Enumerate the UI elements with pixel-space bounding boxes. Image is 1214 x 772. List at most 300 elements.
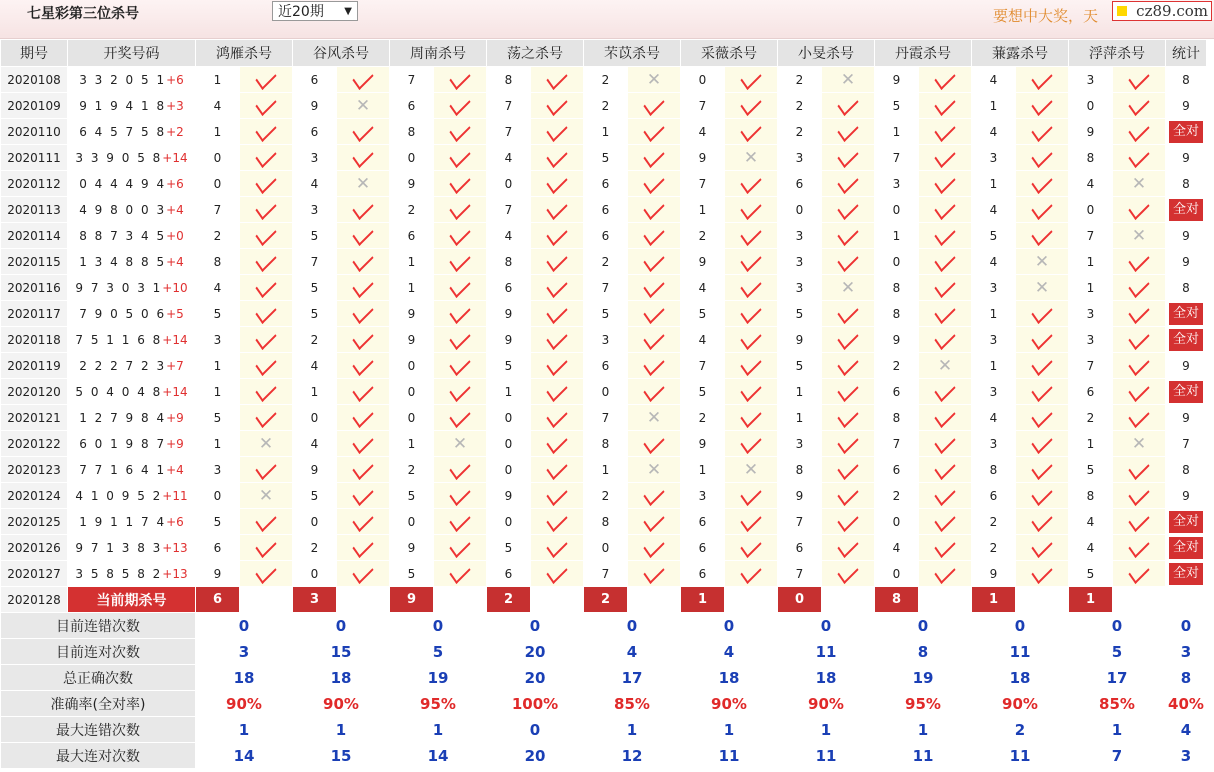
result-cell bbox=[434, 171, 487, 197]
stat-cell bbox=[1166, 509, 1207, 535]
check-icon bbox=[546, 405, 567, 428]
check-icon bbox=[740, 301, 761, 324]
check-icon bbox=[837, 379, 858, 402]
draw-numbers-cell bbox=[68, 431, 196, 457]
col-header-expert[interactable]: 谷风杀号 bbox=[293, 40, 390, 67]
check-icon bbox=[1128, 197, 1149, 220]
draw-extra: +14 bbox=[162, 384, 188, 399]
check-icon bbox=[837, 483, 858, 506]
check-icon bbox=[643, 119, 664, 142]
result-cell bbox=[1016, 561, 1069, 587]
kill-number-cell: 2 bbox=[390, 197, 434, 223]
kill-number-cell: 0 bbox=[390, 405, 434, 431]
check-icon bbox=[546, 483, 567, 506]
kill-number-cell: 1 bbox=[875, 223, 919, 249]
result-cell bbox=[1113, 327, 1166, 353]
col-header-expert[interactable]: 鸿雁杀号 bbox=[196, 40, 293, 67]
check-icon bbox=[1128, 67, 1149, 90]
draw-extra: +6 bbox=[166, 176, 184, 191]
check-icon bbox=[837, 223, 858, 246]
current-kill-number: 0 bbox=[778, 587, 822, 613]
draw-numbers: 1 2 7 9 8 4 bbox=[79, 410, 167, 425]
result-cell bbox=[919, 431, 972, 457]
kill-number-cell: 1 bbox=[293, 379, 337, 405]
kill-number-cell: 9 bbox=[875, 67, 919, 93]
result-cell bbox=[531, 379, 584, 405]
check-icon bbox=[1031, 171, 1052, 194]
kill-number-cell: 1 bbox=[196, 379, 240, 405]
all-correct-badge: 全对 bbox=[1169, 381, 1203, 403]
col-header-expert[interactable]: 蒹露杀号 bbox=[972, 40, 1069, 67]
cross-icon: ✕ bbox=[355, 173, 371, 194]
kill-number-table bbox=[0, 39, 1207, 769]
result-cell bbox=[919, 119, 972, 145]
issue-cell: 2020111 bbox=[1, 145, 68, 171]
result-cell bbox=[337, 223, 390, 249]
stat-value: 95% bbox=[390, 691, 487, 717]
col-header-expert[interactable]: 丹霞杀号 bbox=[875, 40, 972, 67]
kill-number-cell: 6 bbox=[390, 93, 434, 119]
check-icon bbox=[934, 275, 955, 298]
table-row bbox=[1, 93, 1207, 119]
kill-number-cell: 8 bbox=[875, 301, 919, 327]
kill-number-cell: 3 bbox=[584, 327, 628, 353]
result-cell bbox=[1016, 93, 1069, 119]
issue-cell: 2020116 bbox=[1, 275, 68, 301]
result-cell bbox=[919, 457, 972, 483]
result-cell bbox=[919, 197, 972, 223]
site-logo[interactable] bbox=[1112, 1, 1212, 21]
check-icon bbox=[643, 223, 664, 246]
check-icon bbox=[449, 119, 470, 142]
cross-icon: ✕ bbox=[646, 459, 662, 480]
result-cell bbox=[1016, 67, 1069, 93]
stat-value: 0 bbox=[390, 613, 487, 639]
check-icon bbox=[934, 249, 955, 272]
result-cell bbox=[434, 145, 487, 171]
check-icon bbox=[255, 145, 276, 168]
draw-extra: +9 bbox=[166, 436, 184, 451]
kill-number-cell: 8 bbox=[487, 249, 531, 275]
result-cell bbox=[240, 327, 293, 353]
kill-number-cell: 5 bbox=[196, 509, 240, 535]
stat-cell bbox=[1166, 327, 1207, 353]
result-cell bbox=[240, 535, 293, 561]
kill-number-cell: 4 bbox=[1069, 171, 1113, 197]
check-icon bbox=[643, 353, 664, 376]
check-icon bbox=[934, 197, 955, 220]
result-cell bbox=[725, 93, 778, 119]
check-icon bbox=[1031, 93, 1052, 116]
stat-value: 19 bbox=[390, 665, 487, 691]
kill-number-cell: 9 bbox=[487, 327, 531, 353]
result-cell bbox=[822, 93, 875, 119]
draw-numbers: 9 7 1 3 8 3 bbox=[75, 540, 163, 555]
stat-label: 总正确次数 bbox=[1, 665, 196, 691]
result-cell bbox=[240, 379, 293, 405]
check-icon bbox=[643, 275, 664, 298]
check-icon bbox=[1031, 561, 1052, 584]
result-cell bbox=[1016, 353, 1069, 379]
kill-number-cell: 0 bbox=[293, 509, 337, 535]
result-cell bbox=[240, 145, 293, 171]
kill-number-cell: 5 bbox=[875, 93, 919, 119]
kill-number-cell: 2 bbox=[778, 67, 822, 93]
kill-number-cell: 4 bbox=[487, 145, 531, 171]
kill-number-cell: 6 bbox=[875, 457, 919, 483]
draw-numbers-cell bbox=[68, 509, 196, 535]
kill-number-cell: 5 bbox=[778, 353, 822, 379]
result-cell bbox=[240, 301, 293, 327]
check-icon bbox=[1128, 301, 1149, 324]
check-icon bbox=[934, 509, 955, 532]
kill-number-cell: 5 bbox=[293, 275, 337, 301]
draw-extra: +4 bbox=[166, 202, 184, 217]
check-icon bbox=[1031, 301, 1052, 324]
result-cell bbox=[725, 171, 778, 197]
kill-number-cell: 3 bbox=[778, 145, 822, 171]
draw-numbers-cell bbox=[68, 301, 196, 327]
result-cell bbox=[531, 483, 584, 509]
stat-row bbox=[1, 665, 1207, 691]
current-empty-cell bbox=[628, 587, 681, 613]
kill-number-cell: 0 bbox=[487, 171, 531, 197]
check-icon bbox=[837, 457, 858, 480]
check-icon bbox=[546, 509, 567, 532]
result-cell bbox=[725, 561, 778, 587]
result-cell bbox=[628, 483, 681, 509]
result-cell bbox=[822, 249, 875, 275]
period-select[interactable] bbox=[272, 1, 358, 21]
check-icon bbox=[643, 249, 664, 272]
result-cell bbox=[337, 301, 390, 327]
check-icon bbox=[255, 353, 276, 376]
kill-number-cell: 6 bbox=[293, 119, 337, 145]
draw-numbers-cell bbox=[68, 405, 196, 431]
result-cell bbox=[628, 457, 681, 483]
check-icon bbox=[352, 457, 373, 480]
cross-icon: ✕ bbox=[840, 277, 856, 298]
col-header-expert[interactable]: 周南杀号 bbox=[390, 40, 487, 67]
result-cell bbox=[628, 431, 681, 457]
result-cell bbox=[240, 353, 293, 379]
result-cell bbox=[628, 301, 681, 327]
result-cell bbox=[1113, 535, 1166, 561]
check-icon bbox=[837, 509, 858, 532]
kill-number-cell: 9 bbox=[196, 561, 240, 587]
stat-value: 40% bbox=[1166, 691, 1207, 717]
stat-value: 11 bbox=[875, 743, 972, 769]
stat-value: 8 bbox=[875, 639, 972, 665]
result-cell bbox=[628, 249, 681, 275]
kill-number-cell: 7 bbox=[293, 249, 337, 275]
kill-number-cell: 2 bbox=[875, 483, 919, 509]
draw-extra: +2 bbox=[166, 124, 184, 139]
stat-value: 85% bbox=[1069, 691, 1166, 717]
stat-cell: 9 bbox=[1166, 405, 1207, 431]
draw-numbers: 9 7 3 0 3 1 bbox=[75, 280, 163, 295]
col-header-expert[interactable]: 荡之杀号 bbox=[487, 40, 584, 67]
result-cell bbox=[1113, 405, 1166, 431]
result-cell bbox=[822, 353, 875, 379]
check-icon bbox=[643, 145, 664, 168]
result-cell bbox=[822, 405, 875, 431]
current-empty-cell bbox=[1113, 587, 1166, 613]
current-stat-cell bbox=[1166, 587, 1207, 613]
result-cell bbox=[1113, 145, 1166, 171]
check-icon bbox=[740, 509, 761, 532]
result-cell bbox=[531, 301, 584, 327]
table-row bbox=[1, 431, 1207, 457]
stat-value: 18 bbox=[196, 665, 293, 691]
kill-number-cell: 6 bbox=[681, 535, 725, 561]
stat-value: 0 bbox=[778, 613, 875, 639]
check-icon bbox=[352, 535, 373, 558]
kill-number-cell: 1 bbox=[584, 119, 628, 145]
result-cell bbox=[822, 379, 875, 405]
stat-cell: 8 bbox=[1166, 275, 1207, 301]
current-empty-cell bbox=[822, 587, 875, 613]
check-icon bbox=[643, 431, 664, 454]
check-icon bbox=[1128, 353, 1149, 376]
issue-cell: 2020119 bbox=[1, 353, 68, 379]
kill-number-cell: 1 bbox=[196, 67, 240, 93]
check-icon bbox=[255, 223, 276, 246]
result-cell bbox=[628, 509, 681, 535]
kill-number-cell: 8 bbox=[196, 249, 240, 275]
result-cell bbox=[1016, 457, 1069, 483]
stat-row bbox=[1, 717, 1207, 743]
check-icon bbox=[546, 327, 567, 350]
check-icon bbox=[1031, 223, 1052, 246]
kill-number-cell: 5 bbox=[293, 483, 337, 509]
result-cell bbox=[1113, 119, 1166, 145]
cross-icon: ✕ bbox=[1131, 225, 1147, 246]
table-row bbox=[1, 405, 1207, 431]
result-cell bbox=[434, 223, 487, 249]
col-header-issue: 期号 bbox=[1, 40, 68, 67]
kill-number-cell: 2 bbox=[972, 535, 1016, 561]
result-cell bbox=[822, 145, 875, 171]
check-icon bbox=[643, 535, 664, 558]
result-cell bbox=[434, 67, 487, 93]
stat-value: 14 bbox=[196, 743, 293, 769]
cross-icon: ✕ bbox=[355, 95, 371, 116]
kill-number-cell: 8 bbox=[972, 457, 1016, 483]
kill-number-cell: 9 bbox=[681, 431, 725, 457]
kill-number-cell: 2 bbox=[584, 93, 628, 119]
kill-number-cell: 3 bbox=[681, 483, 725, 509]
check-icon bbox=[255, 301, 276, 324]
check-icon bbox=[934, 457, 955, 480]
kill-number-cell: 1 bbox=[487, 379, 531, 405]
table-row bbox=[1, 119, 1207, 145]
result-cell bbox=[434, 405, 487, 431]
stat-value: 1 bbox=[293, 717, 390, 743]
stat-value: 18 bbox=[293, 665, 390, 691]
current-empty-cell bbox=[434, 587, 487, 613]
ad-text[interactable]: 要想中大奖，天 bbox=[993, 7, 1099, 25]
logo-text: cz89.com bbox=[1136, 2, 1208, 20]
result-cell bbox=[434, 327, 487, 353]
check-icon bbox=[255, 275, 276, 298]
check-icon bbox=[1031, 509, 1052, 532]
kill-number-cell: 8 bbox=[584, 509, 628, 535]
check-icon bbox=[837, 171, 858, 194]
result-cell bbox=[434, 509, 487, 535]
check-icon bbox=[740, 327, 761, 350]
stat-value: 0 bbox=[487, 717, 584, 743]
result-cell bbox=[1016, 327, 1069, 353]
table-row bbox=[1, 353, 1207, 379]
result-cell bbox=[531, 327, 584, 353]
result-cell bbox=[240, 431, 293, 457]
kill-number-cell: 3 bbox=[972, 431, 1016, 457]
check-icon bbox=[352, 353, 373, 376]
stat-label: 目前连错次数 bbox=[1, 613, 196, 639]
draw-numbers: 1 9 1 1 7 4 bbox=[79, 514, 167, 529]
check-icon bbox=[740, 197, 761, 220]
result-cell bbox=[822, 119, 875, 145]
result-cell bbox=[822, 301, 875, 327]
kill-number-cell: 2 bbox=[390, 457, 434, 483]
result-cell bbox=[725, 275, 778, 301]
kill-number-cell: 3 bbox=[972, 327, 1016, 353]
result-cell bbox=[531, 93, 584, 119]
result-cell bbox=[1113, 197, 1166, 223]
all-correct-badge: 全对 bbox=[1169, 121, 1203, 143]
cross-icon: ✕ bbox=[937, 355, 953, 376]
result-cell bbox=[1016, 535, 1069, 561]
check-icon bbox=[934, 119, 955, 142]
stat-cell bbox=[1166, 119, 1207, 145]
draw-numbers-cell bbox=[68, 93, 196, 119]
result-cell bbox=[531, 67, 584, 93]
result-cell bbox=[434, 249, 487, 275]
check-icon bbox=[352, 483, 373, 506]
kill-number-cell: 1 bbox=[972, 353, 1016, 379]
result-cell bbox=[1113, 275, 1166, 301]
check-icon bbox=[1031, 379, 1052, 402]
stat-value: 14 bbox=[390, 743, 487, 769]
result-cell bbox=[822, 67, 875, 93]
draw-extra: +10 bbox=[162, 280, 188, 295]
stat-value: 100% bbox=[487, 691, 584, 717]
draw-numbers-cell bbox=[68, 275, 196, 301]
check-icon bbox=[934, 67, 955, 90]
kill-number-cell: 0 bbox=[875, 561, 919, 587]
col-header-expert[interactable]: 芣苡杀号 bbox=[584, 40, 681, 67]
kill-number-cell: 8 bbox=[875, 405, 919, 431]
result-cell bbox=[240, 171, 293, 197]
issue-cell: 2020112 bbox=[1, 171, 68, 197]
kill-number-cell: 7 bbox=[681, 353, 725, 379]
stat-value: 20 bbox=[487, 639, 584, 665]
all-correct-badge: 全对 bbox=[1169, 329, 1203, 351]
kill-number-cell: 0 bbox=[390, 145, 434, 171]
check-icon bbox=[449, 483, 470, 506]
kill-number-cell: 1 bbox=[390, 275, 434, 301]
stat-value: 90% bbox=[681, 691, 778, 717]
check-icon bbox=[546, 145, 567, 168]
issue-cell: 2020124 bbox=[1, 483, 68, 509]
stat-cell: 9 bbox=[1166, 249, 1207, 275]
stat-value: 3 bbox=[1166, 639, 1207, 665]
col-header-expert[interactable]: 小旻杀号 bbox=[778, 40, 875, 67]
stat-value: 0 bbox=[681, 613, 778, 639]
check-icon bbox=[643, 483, 664, 506]
kill-number-cell: 3 bbox=[778, 275, 822, 301]
check-icon bbox=[934, 223, 955, 246]
result-cell bbox=[919, 301, 972, 327]
cross-icon: ✕ bbox=[743, 147, 759, 168]
result-cell bbox=[822, 561, 875, 587]
check-icon bbox=[546, 431, 567, 454]
kill-number-cell: 1 bbox=[196, 119, 240, 145]
kill-number-cell: 7 bbox=[778, 509, 822, 535]
stat-cell: 8 bbox=[1166, 67, 1207, 93]
result-cell bbox=[434, 379, 487, 405]
result-cell bbox=[628, 561, 681, 587]
check-icon bbox=[1128, 405, 1149, 428]
kill-number-cell: 4 bbox=[972, 249, 1016, 275]
kill-number-cell: 5 bbox=[487, 353, 531, 379]
table-row bbox=[1, 561, 1207, 587]
kill-number-cell: 6 bbox=[390, 223, 434, 249]
result-cell bbox=[240, 405, 293, 431]
all-correct-badge: 全对 bbox=[1169, 537, 1203, 559]
stat-value: 18 bbox=[972, 665, 1069, 691]
result-cell bbox=[1016, 275, 1069, 301]
result-cell bbox=[919, 249, 972, 275]
draw-numbers-cell bbox=[68, 483, 196, 509]
kill-number-cell: 0 bbox=[875, 509, 919, 535]
stat-cell: 9 bbox=[1166, 483, 1207, 509]
check-icon bbox=[255, 509, 276, 532]
kill-number-cell: 0 bbox=[390, 509, 434, 535]
kill-number-cell: 0 bbox=[584, 379, 628, 405]
check-icon bbox=[449, 327, 470, 350]
table-row bbox=[1, 197, 1207, 223]
result-cell bbox=[337, 535, 390, 561]
check-icon bbox=[1128, 145, 1149, 168]
draw-extra: +14 bbox=[162, 332, 188, 347]
issue-cell: 2020108 bbox=[1, 67, 68, 93]
kill-number-cell: 3 bbox=[875, 171, 919, 197]
result-cell bbox=[434, 431, 487, 457]
check-icon bbox=[934, 405, 955, 428]
result-cell bbox=[1016, 249, 1069, 275]
result-cell bbox=[240, 67, 293, 93]
result-cell bbox=[919, 509, 972, 535]
kill-number-cell: 3 bbox=[196, 457, 240, 483]
col-header-expert[interactable]: 浮萍杀号 bbox=[1069, 40, 1166, 67]
result-cell bbox=[822, 431, 875, 457]
kill-number-cell: 6 bbox=[778, 535, 822, 561]
check-icon bbox=[449, 405, 470, 428]
stat-value: 18 bbox=[681, 665, 778, 691]
check-icon bbox=[740, 67, 761, 90]
result-cell bbox=[337, 353, 390, 379]
result-cell bbox=[822, 275, 875, 301]
result-cell bbox=[919, 561, 972, 587]
col-header-expert[interactable]: 采薇杀号 bbox=[681, 40, 778, 67]
result-cell bbox=[919, 93, 972, 119]
check-icon bbox=[255, 327, 276, 350]
top-bar bbox=[0, 0, 1214, 39]
result-cell bbox=[725, 431, 778, 457]
check-icon bbox=[546, 561, 567, 584]
